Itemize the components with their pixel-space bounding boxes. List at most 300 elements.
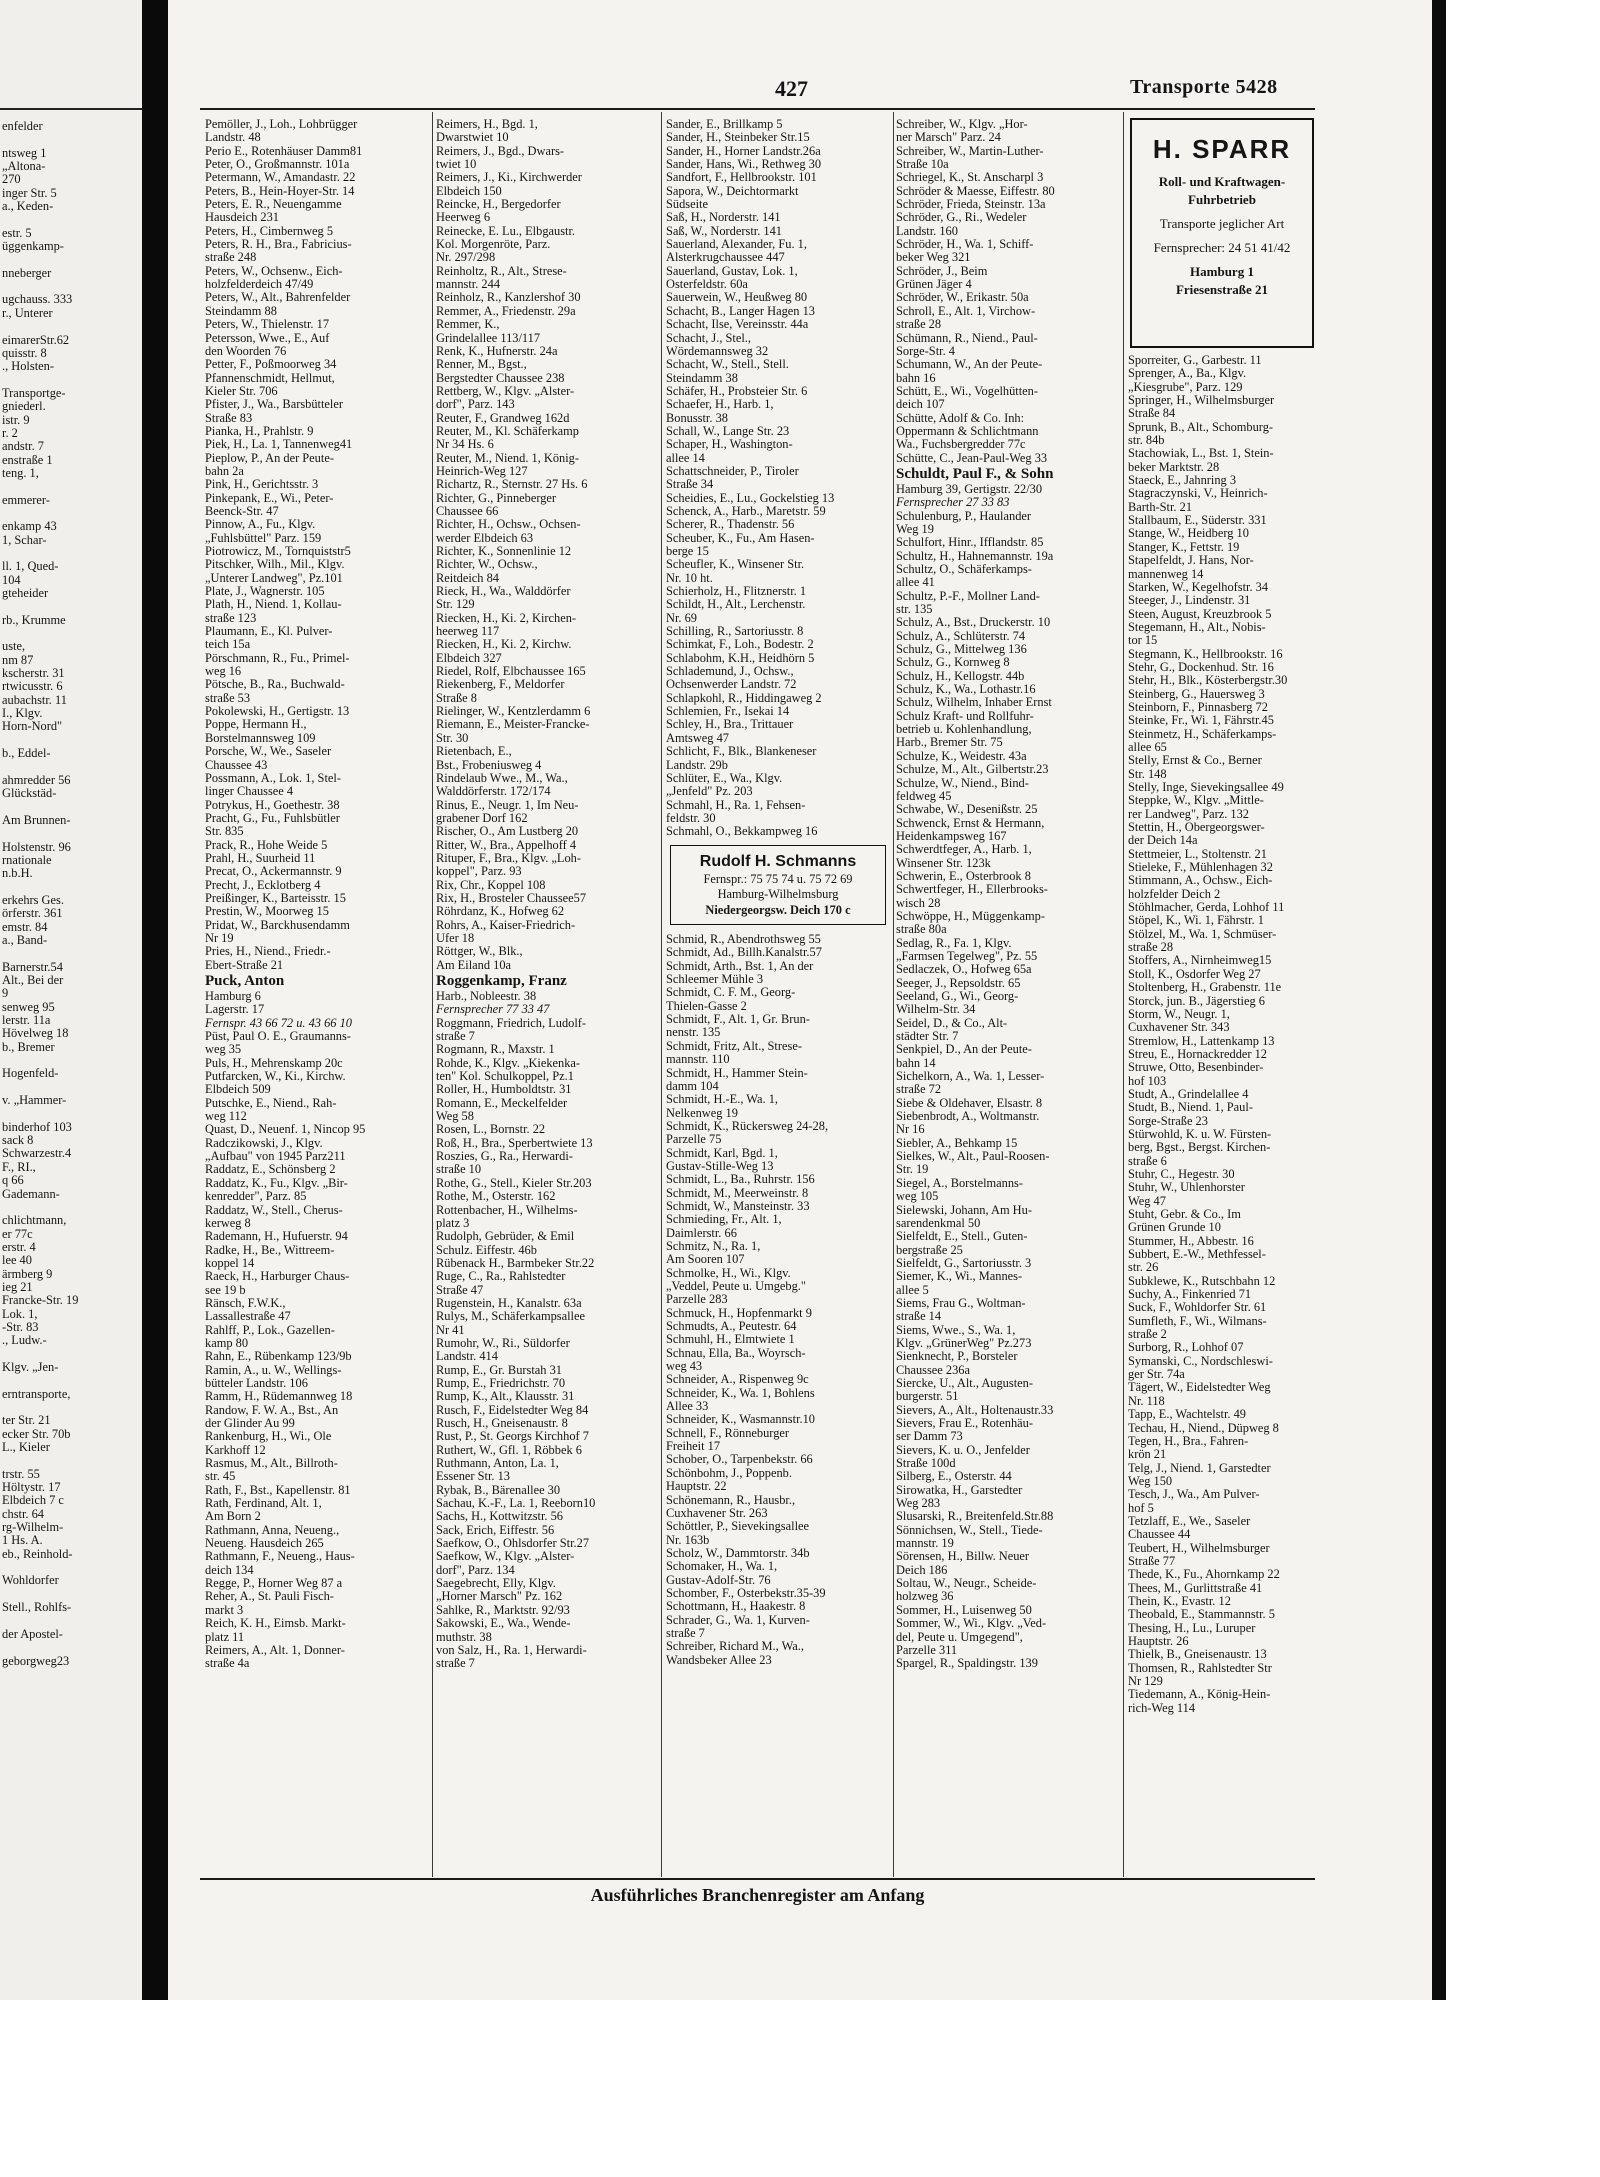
- left-page-fragment: ieg 21: [2, 1280, 33, 1294]
- directory-entry: Schulfort, Hinr., Ifflandstr. 85: [896, 535, 1044, 550]
- left-page-fragment: Gademann-: [2, 1187, 60, 1201]
- column-divider: [432, 112, 433, 1877]
- directory-entry: Schmidt, Ad., Billh.Kanalstr.57: [666, 945, 822, 960]
- left-page-fragment: rtwicusstr. 6: [2, 680, 63, 694]
- left-page-fragment: örferstr. 361: [2, 907, 63, 921]
- directory-entry: Petter, F., Poßmoorweg 34: [205, 357, 337, 372]
- directory-entry: Schmidt, L., Ba., Ruhrstr. 156: [666, 1172, 815, 1187]
- directory-entry: Possmann, A., Lok. 1, Stel- linger Chaussee 4: [205, 770, 341, 799]
- directory-entry: Pries, H., Niend., Friedr.- Ebert-Straße 21: [205, 944, 331, 972]
- directory-entry: Peters, W., Thielenstr. 17: [205, 317, 330, 332]
- directory-entry: Putschke, E., Niend., Rah- weg 112: [205, 1095, 337, 1124]
- directory-entry: Studt, A., Grindelallee 4: [1128, 1086, 1249, 1101]
- column-divider: [893, 112, 894, 1877]
- left-page-fragment: Elbdeich 7 c: [2, 1494, 64, 1508]
- directory-entry: Stehr, G., Dockenhud. Str. 16: [1128, 659, 1274, 674]
- left-page-fragment: andstr. 7: [2, 440, 44, 454]
- directory-entry: Sönnichsen, W., Stell., Tiede- mannstr. 19: [896, 1522, 1043, 1551]
- directory-entry: Rahlff, P., Lok., Gazellen- kamp 80: [205, 1322, 335, 1350]
- sparr-line: Fuhrbetrieb: [1188, 192, 1256, 207]
- directory-entry: Techau, H., Niend., Düpweg 8: [1128, 1420, 1279, 1435]
- directory-entry: Sandfort, F., Hellbrookstr. 101: [666, 170, 817, 185]
- directory-entry: Schulz, A., Bst., Druckerstr. 10: [896, 615, 1051, 630]
- directory-entry: Prahl, H., Suurheid 11: [205, 850, 316, 865]
- left-page-fragment: Holstenstr. 96: [2, 840, 71, 854]
- directory-entry: Schröder, W., Erikastr. 50a: [896, 290, 1029, 305]
- directory-entry: Schmuck, H., Hopfenmarkt 9: [666, 1305, 812, 1320]
- left-page-fragment: [2, 627, 140, 640]
- directory-entry: Rusch, H., Gneisenaustr. 8: [436, 1416, 568, 1430]
- directory-entry: Schütt, E., Wi., Vogelhütten- deich 107: [896, 383, 1038, 412]
- directory-entry: Sander, H., Horner Landstr.26a: [666, 143, 821, 158]
- left-page-clipped-text: [2, 120, 140, 1668]
- advertiser-name: Rudolf H. Schmanns: [699, 852, 857, 870]
- left-page-fragment: [2, 827, 140, 840]
- directory-entry: Stummer, H., Abbestr. 16: [1128, 1233, 1254, 1248]
- left-page-fragment: erstr. 4: [2, 1240, 36, 1254]
- directory-entry: Richter, H., Ochsw., Ochsen- werder Elbdeich 63: [436, 517, 581, 545]
- directory-entry: Lagerstr. 17: [205, 1002, 265, 1017]
- directory-entry: Stoll, K., Osdorfer Weg 27: [1128, 966, 1261, 981]
- directory-entry: Poppe, Hermann H., Borstelmannsweg 109: [205, 717, 316, 745]
- directory-entry: Stölzel, M., Wa. 1, Schmüser- straße 28: [1128, 926, 1277, 955]
- directory-entry: Rietenbach, E., Bst., Frobeniusweg 4: [436, 744, 542, 772]
- directory-entry: Hamburg 39, Gertigstr. 22/30: [896, 481, 1043, 496]
- left-page-fragment: b., Bremer: [2, 1040, 55, 1054]
- directory-entry: Spargel, R., Spaldingstr. 139: [896, 1656, 1038, 1671]
- directory-entry: Stoltenberg, H., Grabenstr. 11e: [1128, 980, 1282, 995]
- directory-entry: Schmahl, H., Ra. 1, Fehsen- feldstr. 30: [666, 797, 806, 825]
- directory-entry: Roß, H., Bra., Sperbertwiete 13: [436, 1135, 593, 1150]
- directory-entry: Rix, Chr., Koppel 108: [436, 877, 546, 892]
- directory-entry: Reimers, J., Ki., Kirchwerder Elbdeich 150: [436, 170, 582, 198]
- left-page-fragment: Lok. 1,: [2, 1307, 38, 1321]
- directory-entry: Reimers, J., Bgd., Dwars- twiet 10: [436, 143, 565, 172]
- directory-entry: Pitschker, Wilh., Mil., Klgv. „Unterer Landweg", Pz.101: [205, 557, 345, 585]
- left-page-fragment: a., Band-: [2, 933, 48, 947]
- directory-entry: Surborg, R., Lohhof 07: [1128, 1340, 1244, 1355]
- left-page-fragment: [2, 1081, 140, 1094]
- directory-entry: Sievers, K. u. O., Jenfelder Straße 100d: [896, 1442, 1030, 1471]
- directory-entry: Stettin, H., Obergeorgswer- der Deich 14a: [1128, 820, 1265, 848]
- directory-entry: Schneider, K., Wasmannstr.10: [666, 1412, 816, 1427]
- directory-entry: Fernsprecher 27 33 83: [896, 495, 1010, 510]
- directory-entry: Peters, W., Alt., Bahrenfelder Steindamm 88: [205, 290, 351, 318]
- left-page-fragment: trstr. 55: [2, 1467, 40, 1481]
- directory-entry: Schreiber, W., Klgv. „Hor- ner Marsch" Parz. 24: [896, 117, 1028, 145]
- left-page-fragment: lerstr. 11a: [2, 1014, 51, 1028]
- left-page-fragment: 104: [2, 573, 21, 587]
- directory-entry: Schulz, A., Schlüterstr. 74: [896, 628, 1026, 643]
- directory-entry: Rathmann, Anna, Neueng., Neueng. Hausdeich 265: [205, 1522, 340, 1551]
- directory-column-5: [1128, 354, 1318, 1715]
- directory-entry: Raddatz, W., Stell., Cherus- kerweg 8: [205, 1202, 343, 1230]
- directory-entry: Schwabe, W., Desenißstr. 25: [896, 802, 1038, 817]
- left-page-fragment: Hövelweg 18: [2, 1027, 69, 1041]
- left-page-fragment: n.b.H.: [2, 867, 33, 881]
- directory-entry: Seeland, G., Wi., Georg- Wilhelm-Str. 34: [896, 989, 1019, 1017]
- directory-entry: Schaper, H., Washington- allee 14: [666, 437, 793, 465]
- directory-entry: Sedlaczek, O., Hofweg 65a: [896, 962, 1032, 977]
- left-page-fragment: [2, 1588, 140, 1601]
- left-page-fragment: a., Keden-: [2, 200, 54, 214]
- left-page-fragment: chstr. 64: [2, 1507, 44, 1521]
- directory-entry: Roller, H., Humboldtstr. 31: [436, 1082, 572, 1097]
- left-page-fragment: binderhof 103: [2, 1120, 72, 1134]
- directory-entry: Siebenbrodt, A., Woltmanstr. Nr 16: [896, 1109, 1040, 1137]
- directory-entry: Rudolph, Gebrüder, & Emil Schulz. Eiffestr. 46b: [436, 1229, 575, 1257]
- left-page-fragment: gteheider: [2, 587, 49, 601]
- directory-entry: Schlüter, E., Wa., Klgv. „Jenfeld" Pz. 203: [666, 770, 783, 799]
- advertiser-line: Fernspr.: 75 75 74 u. 75 72 69: [703, 871, 853, 886]
- directory-column-3: [666, 118, 888, 1667]
- directory-entry: Schmudts, A., Peutestr. 64: [666, 1319, 797, 1334]
- firm-heading: Roggenkamp, Franz: [436, 973, 567, 989]
- directory-entry: Schmidt, Fritz, Alt., Strese- mannstr. 110: [666, 1038, 802, 1067]
- directory-entry: Saß, H., Norderstr. 141: [666, 210, 781, 225]
- directory-entry: Ruthmann, Anton, La. 1, Essener Str. 13: [436, 1456, 559, 1484]
- directory-entry: Schmolke, H., Wi., Klgv. „Veddel, Peute u. Umgebg." Parzelle 283: [666, 1265, 806, 1307]
- directory-entry: Fernsprecher 77 33 47: [436, 1002, 550, 1017]
- directory-entry: Schröder, Frieda, Steinstr. 13a: [896, 197, 1046, 212]
- directory-entry: Stuhr, C., Hegestr. 30: [1128, 1166, 1235, 1181]
- directory-entry: Steinke, Fr., Wi. 1, Fährstr.45: [1128, 713, 1274, 728]
- directory-entry: Suck, F., Wohldorfer Str. 61: [1128, 1300, 1267, 1315]
- directory-entry: Sapora, W., Deichtormarkt Südseite: [666, 183, 799, 212]
- left-page-fragment: [2, 1201, 140, 1214]
- directory-entry: Roszies, G., Ra., Herwardi- straße 10: [436, 1149, 573, 1177]
- left-page-fragment: [2, 280, 140, 293]
- directory-entry: Rasmus, M., Alt., Billroth- str. 45: [205, 1456, 338, 1484]
- directory-entry: Ritter, W., Bra., Appelhoff 4: [436, 837, 577, 852]
- directory-entry: Roggmann, Friedrich, Ludolf- straße 7: [436, 1015, 587, 1044]
- running-head: Transporte 5428: [1130, 76, 1278, 98]
- directory-entry: Sahlke, R., Marktstr. 92/93: [436, 1602, 570, 1617]
- left-page-fragment: [2, 547, 140, 560]
- directory-entry: Reincke, H., Bergedorfer Heerweg 6: [436, 197, 561, 225]
- left-page-fragment: enstraße 1: [2, 453, 53, 467]
- directory-entry: Rath, Ferdinand, Alt. 1, Am Born 2: [205, 1496, 322, 1524]
- directory-entry: Stremlow, H., Lattenkamp 13: [1128, 1033, 1275, 1048]
- directory-entry: Reinholtz, R., Alt., Strese- mannstr. 244: [436, 263, 567, 292]
- directory-entry: Storm, W., Neugr. 1, Cuxhavener Str. 343: [1128, 1006, 1230, 1035]
- directory-entry: Struwe, Otto, Besenbinder- hof 103: [1128, 1060, 1264, 1088]
- directory-entry: Schulz, G., Kornweg 8: [896, 655, 1010, 670]
- left-page-fragment: gniederl.: [2, 400, 46, 414]
- directory-entry: Richter, K., Sonnenlinie 12: [436, 544, 572, 558]
- directory-entry: Sörensen, H., Billw. Neuer Deich 186: [896, 1549, 1030, 1577]
- directory-entry: Plath, H., Niend. 1, Kollau- straße 123: [205, 597, 342, 625]
- directory-entry: Stoffers, A., Nirnheimweg15: [1128, 953, 1272, 968]
- directory-entry: Rogmann, R., Maxstr. 1: [436, 1042, 555, 1057]
- directory-entry: Siercke, U., Alt., Augusten- burgerstr. 51: [896, 1375, 1033, 1404]
- left-page-header-rule: [0, 108, 142, 110]
- directory-entry: Schneider, A., Rispenweg 9c: [666, 1372, 809, 1387]
- scan-right-edge: [1432, 0, 1446, 2000]
- page-number: 427: [775, 76, 808, 101]
- book-gutter: [142, 0, 168, 2000]
- left-page-fragment: rg-Wilhelm-: [2, 1521, 64, 1535]
- left-page-fragment: istr. 9: [2, 413, 30, 427]
- directory-entry: Silberg, E., Osterstr. 44: [896, 1469, 1012, 1484]
- directory-entry: Thein, K., Evastr. 12: [1128, 1593, 1231, 1608]
- directory-entry: Schmidt, F., Alt. 1, Gr. Brun- nenstr. 135: [666, 1012, 810, 1040]
- left-page-fragment: L., Kieler: [2, 1441, 50, 1455]
- directory-entry: Schulz, H., Kellogstr. 44b: [896, 668, 1025, 683]
- directory-entry: Schwenck, Ernst & Hermann, Heidenkampsweg 167: [896, 815, 1045, 843]
- directory-entry: Precat, O., Ackermannstr. 9: [205, 864, 342, 879]
- left-page-fragment: Francke-Str. 19: [2, 1294, 79, 1308]
- directory-entry: Schulenburg, P., Haulander Weg 19: [896, 508, 1032, 536]
- directory-entry: Riekenberg, F., Meldorfer Straße 8: [436, 677, 565, 705]
- directory-entry: Schmidt, K., Rückersweg 24-28, Parzelle 75: [666, 1118, 829, 1147]
- directory-entry: Sachau, K.-F., La. 1, Reeborn10: [436, 1496, 596, 1511]
- left-page-fragment: eimarerStr.62: [2, 333, 70, 347]
- directory-entry: Tapp, E., Wachtelstr. 49: [1128, 1407, 1246, 1422]
- firm-heading: Puck, Anton: [205, 973, 285, 989]
- directory-entry: Röhrdanz, K., Hofweg 62: [436, 904, 565, 919]
- left-page-fragment: kscherstr. 31: [2, 667, 65, 681]
- directory-entry: Schacht, Ilse, Vereinsstr. 44a: [666, 317, 809, 332]
- left-page-fragment: Horn-Nord": [2, 720, 63, 734]
- left-page-fragment: [2, 1348, 140, 1361]
- left-page-fragment: nm 87: [2, 653, 34, 667]
- directory-entry: Studt, B., Niend. 1, Paul- Sorge-Straße 23: [1128, 1100, 1253, 1128]
- header-rule: [200, 108, 1315, 110]
- left-page-fragment: der Apostel-: [2, 1627, 63, 1641]
- directory-entry: Saegebrecht, Elly, Klgv. „Horner Marsch" Pz. 162: [436, 1576, 563, 1604]
- directory-entry: Schlademund, J., Ochsw., Ochsenwerder Landstr. 72: [666, 664, 797, 692]
- directory-entry: Pink, H., Gerichtsstr. 3: [205, 477, 319, 492]
- directory-entry: Reuter, F., Grandweg 162d: [436, 410, 570, 425]
- left-page-fragment: [2, 480, 140, 493]
- directory-entry: Reher, A., St. Pauli Fisch- markt 3: [205, 1589, 334, 1617]
- sparr-advertisement: [1130, 118, 1314, 348]
- left-page-fragment: 1 Hs. A.: [2, 1534, 43, 1548]
- directory-entry: Schierholz, H., Flitznerstr. 1: [666, 584, 807, 599]
- directory-entry: Schrader, G., Wa. 1, Kurven- straße 7: [666, 1612, 810, 1640]
- directory-entry: Sakowski, E., Wa., Wende- muthstr. 38: [436, 1616, 571, 1644]
- directory-entry: Schröder & Maesse, Eiffestr. 80: [896, 183, 1055, 198]
- directory-entry: Schmidt, C. F. M., Georg- Thielen-Gasse 2: [666, 985, 796, 1013]
- directory-entry: Ramm, H., Rüdemannweg 18: [205, 1389, 353, 1404]
- directory-entry: Schall, W., Lange Str. 23: [666, 423, 790, 438]
- directory-entry: Rindelaub Wwe., M., Wa., Walddörferstr. 172/174: [436, 770, 568, 799]
- directory-entry: Pridat, W., Barckhusendamm Nr 19: [205, 917, 350, 945]
- directory-entry: Rischer, O., Am Lustberg 20: [436, 824, 579, 839]
- left-page-fragment: uste,: [2, 640, 26, 654]
- directory-entry: Stagraczynski, V., Heinrich- Barth-Str. 21: [1128, 486, 1268, 514]
- directory-entry: Streu, E., Hornackredder 12: [1128, 1046, 1268, 1061]
- left-page-fragment: 9: [2, 987, 9, 1001]
- directory-entry: Sielewski, Johann, Am Hu- sarendenkmal 50: [896, 1202, 1032, 1230]
- directory-entry: Schacht, J., Stel., Wördemannsweg 32: [666, 330, 769, 358]
- directory-entry: Stegemann, H., Alt., Nobis- tor 15: [1128, 619, 1266, 648]
- directory-entry: Raeck, H., Harburger Chaus- see 19 b: [205, 1269, 350, 1297]
- directory-entry: Raddatz, E., Schönsberg 2: [205, 1162, 336, 1177]
- directory-entry: Schulze, M., Alt., Gilbertstr.23: [896, 762, 1049, 777]
- left-page-fragment: ugchauss. 333: [2, 293, 73, 307]
- column-divider: [661, 112, 662, 1877]
- directory-entry: Stieleke, F., Mühlenhagen 32: [1128, 860, 1273, 875]
- left-page-fragment: enfelder: [2, 120, 43, 133]
- left-page-fragment: b., Eddel-: [2, 747, 51, 761]
- left-page-fragment: enkamp 43: [2, 520, 57, 534]
- directory-entry: Tegen, H., Bra., Fahren- krön 21: [1128, 1433, 1249, 1462]
- directory-entry: Tiedemann, A., König-Hein- rich-Weg 114: [1128, 1687, 1271, 1715]
- left-page-fragment: [2, 947, 140, 960]
- left-page-fragment: Alt., Bei der: [2, 974, 64, 987]
- directory-entry: Riemann, E., Meister-Francke- Str. 30: [436, 717, 590, 745]
- directory-entry: Riedel, Rolf, Elbchaussee 165: [436, 664, 586, 679]
- directory-entry: Hamburg 6: [205, 989, 261, 1003]
- directory-entry: Plate, J., Wagnerstr. 105: [205, 584, 325, 599]
- directory-entry: Reimers, A., Alt. 1, Donner- straße 4a: [205, 1642, 345, 1671]
- directory-entry: Sander, H., Steinbeker Str.15: [666, 130, 810, 145]
- directory-entry: Schacht, W., Stell., Stell. Steindamm 38: [666, 357, 789, 385]
- left-page-fragment: [2, 734, 140, 747]
- directory-entry: Stimmann, A., Ochsw., Eich- holzfelder Deich 2: [1128, 873, 1273, 901]
- directory-entry: Pinkepank, E., Wi., Peter- Beenck-Str. 47: [205, 490, 334, 518]
- directory-entry: Schottmann, H., Haakestr. 8: [666, 1599, 806, 1614]
- directory-entry: Tetzlaff, E., We., Saseler Chaussee 44: [1128, 1513, 1251, 1542]
- directory-entry: Schmidt, H., Hammer Stein- damm 104: [666, 1065, 808, 1093]
- footer-note: Ausführliches Branchenregister am Anfang: [590, 1885, 925, 1905]
- firm-heading: Schuldt, Paul F., & Sohn: [896, 465, 1054, 482]
- directory-entry: Siems, Wwe., S., Wa. 1, Klgv. „GrünerWeg" Pz.273: [896, 1322, 1032, 1350]
- directory-entry: Petermann, W., Amandastr. 22: [205, 170, 356, 185]
- directory-entry: Stehr, H., Blk., Kösterbergstr.30: [1128, 673, 1288, 688]
- left-page-fragment: Barnerstr.54: [2, 960, 63, 974]
- directory-entry: Riecken, H., Ki. 2, Kirchen- heerweg 117: [436, 610, 577, 639]
- directory-entry: Thede, K., Fu., Ahornkamp 22: [1128, 1567, 1280, 1582]
- left-page-fragment: Am Brunnen-: [2, 813, 71, 827]
- left-facing-page-edge: [0, 0, 142, 2000]
- directory-entry: Schwerdtfeger, A., Harb. 1, Winsener Str. 123k: [896, 842, 1032, 870]
- directory-entry: Rump, E., Gr. Burstah 31: [436, 1362, 562, 1377]
- directory-entry: Richter, G., Pinneberger Chaussee 66: [436, 490, 557, 518]
- directory-entry: Sprunk, B., Alt., Schomburg- str. 84b: [1128, 419, 1274, 448]
- left-page-fragment: Höltystr. 17: [2, 1481, 61, 1495]
- directory-entry: Schomber, F., Osterbekstr.35-39: [666, 1585, 826, 1600]
- directory-entry: Quast, D., Neuenf. 1, Nincop 95: [205, 1122, 366, 1137]
- directory-entry: Schriegel, K., St. Anscharpl 3: [896, 170, 1044, 185]
- left-page-fragment: q 66: [2, 1174, 24, 1188]
- directory-entry: Telg, J., Niend. 1, Garstedter Weg 150: [1128, 1460, 1271, 1488]
- directory-entry: Thesing, H., Lu., Luruper Hauptstr. 26: [1128, 1620, 1256, 1648]
- directory-entry: Potrykus, H., Goethestr. 38: [205, 797, 340, 812]
- left-page-fragment: [2, 374, 140, 387]
- directory-entry: Rottenbacher, H., Wilhelms- platz 3: [436, 1202, 578, 1230]
- directory-entry: Stelly, Ernst & Co., Berner Str. 148: [1128, 753, 1262, 781]
- directory-entry: Schober, O., Tarpenbekstr. 66: [666, 1452, 813, 1467]
- directory-entry: Steinmetz, H., Schäferkamps- allee 65: [1128, 726, 1277, 754]
- directory-entry: Pianka, H., Prahlstr. 9: [205, 423, 314, 438]
- directory-entry: Rathmann, F., Neueng., Haus- deich 134: [205, 1549, 355, 1577]
- left-page-fragment: 270: [2, 173, 21, 187]
- directory-entry: Sielkes, W., Alt., Paul-Roosen- Str. 19: [896, 1149, 1050, 1177]
- directory-entry: von Salz, H., Ra. 1, Herwardi- straße 7: [436, 1642, 587, 1671]
- directory-entry: Thomsen, R., Rahlstedter Str Nr 129: [1128, 1660, 1272, 1689]
- directory-entry: Petersson, Wwe., E., Auf den Woorden 76: [205, 330, 330, 358]
- directory-entry: Schröder, G., Ri., Wedeler Landstr. 160: [896, 210, 1027, 238]
- directory-entry: Sauerland, Gustav, Lok. 1, Osterfeldstr. 60a: [666, 263, 798, 292]
- directory-entry: Piotrowicz, M., Tornquiststr5: [205, 544, 351, 558]
- directory-entry: Steinborn, F., Pinnasberg 72: [1128, 699, 1268, 714]
- directory-entry: Rademann, H., Hufuerstr. 94: [205, 1229, 348, 1244]
- left-page-fragment: [2, 1641, 140, 1654]
- left-page-fragment: [2, 133, 140, 146]
- directory-entry: Sander, E., Brillkamp 5: [666, 117, 783, 131]
- directory-entry: Theobald, E., Stammannstr. 5: [1128, 1607, 1275, 1622]
- directory-entry: Schilling, R., Sartoriusstr. 8: [666, 624, 804, 639]
- directory-entry: Subbert, E.-W., Methfessel- str. 26: [1128, 1247, 1266, 1275]
- directory-entry: Schwöppe, H., Müggenkamp- straße 80a: [896, 908, 1046, 937]
- directory-entry: Schnell, F., Rönneburger Freiheit 17: [666, 1425, 790, 1454]
- directory-entry: Thees, M., Gurlittstraße 41: [1128, 1580, 1263, 1595]
- directory-entry: Rituper, F., Bra., Klgv. „Loh- koppel", Parz. 93: [436, 850, 581, 879]
- directory-entry: Peters, E. R., Neuengamme Hausdeich 231: [205, 197, 342, 225]
- directory-entry: Reinecke, E. Lu., Elbgaustr. Kol. Morgenröte, Parz. Nr. 297/298: [436, 223, 576, 265]
- directory-entry: Schröder, H., Wa. 1, Schiff- beker Weg 321: [896, 237, 1034, 265]
- directory-entry: Schäfer, H., Probsteier Str. 6: [666, 383, 808, 398]
- directory-entry: Schulz, Wilhelm, Inhaber Ernst Schulz Kraft- und Rollfuhr- betrieb u. Kohlenhandlung, Harb., Bremer Str. 75: [896, 695, 1052, 750]
- sparr-name: H. SPARR: [1152, 134, 1292, 164]
- directory-entry: Pinnow, A., Fu., Klgv. „Fuhlsbüttel" Parz. 159: [205, 517, 322, 545]
- directory-entry: Schley, H., Bra., Trittauer Amtsweg 47: [666, 717, 794, 745]
- left-page-fragment: ter Str. 21: [2, 1414, 51, 1428]
- directory-entry: Rinus, E., Neugr. 1, Im Neu- grabener Dorf 162: [436, 797, 579, 825]
- directory-entry: Schwerin, E., Osterbrook 8: [896, 868, 1031, 883]
- directory-entry: Scholz, W., Dammtorstr. 34b: [666, 1545, 810, 1560]
- directory-entry: Sack, Erich, Eiffestr. 56: [436, 1522, 555, 1537]
- directory-entry: Steppke, W., Klgv. „Mittle- rer Landweg", Parz. 132: [1128, 793, 1264, 821]
- directory-entry: Schulze, K., Weidestr. 43a: [896, 748, 1027, 763]
- directory-entry: Sommer, H., Luisenweg 50: [896, 1602, 1032, 1617]
- directory-entry: Schaefer, H., Harb. 1, Bonusstr. 38: [666, 397, 774, 425]
- directory-entry: Storck, jun. B., Jägerstieg 6: [1128, 993, 1265, 1008]
- directory-entry: Starken, W., Kegelhofstr. 34: [1128, 579, 1269, 594]
- directory-entry: Schmidt, H.-E., Wa. 1, Nelkenweg 19: [666, 1092, 778, 1120]
- directory-entry: Stapelfeldt, J. Hans, Nor- mannenweg 14: [1128, 553, 1254, 581]
- left-page-fragment: ärmberg 9: [2, 1267, 53, 1281]
- directory-entry: Stachowiak, L., Bst. 1, Stein- beker Marktstr. 28: [1128, 446, 1274, 474]
- directory-entry: Sievers, Frau E., Rotenhäu- ser Damm 73: [896, 1416, 1033, 1444]
- directory-entry: Stuhr, W., Uhlenhorster Weg 47: [1128, 1180, 1245, 1208]
- directory-entry: Sprenger, A., Ba., Klgv. „Kiesgrube", Parz. 129: [1128, 366, 1247, 394]
- directory-entry: Springer, H., Wilhelmsburger Straße 84: [1128, 393, 1275, 421]
- left-page-fragment: [2, 507, 140, 520]
- directory-entry: Schomaker, H., Wa. 1, Gustav-Adolf-Str. 76: [666, 1559, 778, 1587]
- left-page-fragment: erkehrs Ges.: [2, 893, 64, 907]
- directory-entry: Pfannenschmidt, Hellmut, Kieler Str. 706: [205, 370, 335, 398]
- directory-column-4: [896, 118, 1118, 1671]
- directory-entry: Scheidies, E., Lu., Gockelstieg 13: [666, 490, 835, 505]
- directory-entry: Rybak, B., Bärenallee 30: [436, 1482, 561, 1497]
- directory-entry: Schmidt, M., Meerweinstr. 8: [666, 1185, 809, 1200]
- left-page-fragment: emmerer-: [2, 493, 50, 507]
- directory-entry: Schmid, R., Abendrothsweg 55: [666, 932, 821, 947]
- left-page-fragment: rb., Krumme: [2, 613, 66, 627]
- left-page-fragment: 1, Schar-: [2, 533, 47, 547]
- directory-entry: Tägert, W., Eidelstedter Weg Nr. 118: [1128, 1380, 1271, 1408]
- left-page-fragment: Glückstäd-: [2, 787, 57, 801]
- directory-entry: Remmer, A., Friedenstr. 29a: [436, 303, 576, 318]
- directory-entry: Schmieding, Fr., Alt. 1, Daimlerstr. 66: [666, 1212, 782, 1240]
- directory-entry: Schwertfeger, H., Ellerbrooks- wisch 28: [896, 882, 1048, 910]
- directory-entry: Schlapkohl, R., Hiddingaweg 2: [666, 690, 822, 705]
- directory-entry: Plaumann, E., Kl. Pulver- teich 15a: [205, 624, 333, 652]
